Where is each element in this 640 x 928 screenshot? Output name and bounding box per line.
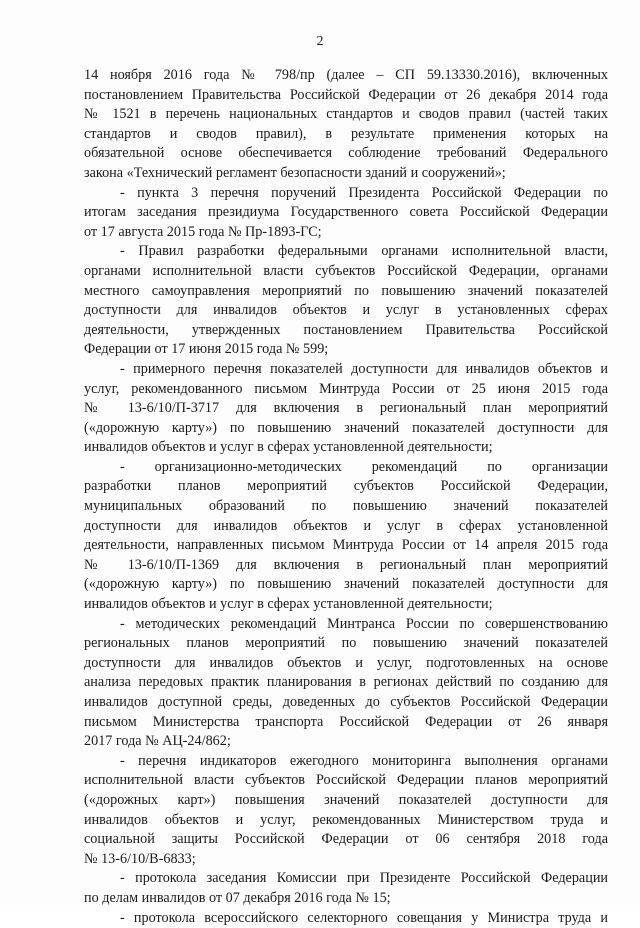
text-line: - методических рекомендаций Минтранса России по совершенствованию	[120, 615, 608, 632]
text-line: по делам инвалидов от 07 декабря 2016 года № 15;	[84, 889, 391, 906]
text-line: - перечня индикаторов ежегодного мониторинга выполнения органами	[120, 752, 608, 769]
text-line: местного самоуправления мероприятий по повышению значений показателей	[84, 282, 608, 299]
text-line: разработки планов мероприятий субъектов Российской Федерации,	[84, 478, 608, 495]
text-line: («дорожных карт») повышения значений показателей доступности для	[84, 791, 608, 808]
text-line: доступности для инвалидов объектов и услуг в сферах установленной	[84, 517, 608, 534]
text-line: - протокола всероссийского селекторного совещания у Министра труда и	[120, 909, 608, 926]
text-line: № 1521 в перечень национальных стандартов и сводов правил (частей таких	[84, 106, 608, 123]
text-line: итогам заседания президиума Государственного совета Российской Федерации	[84, 204, 608, 221]
text-line: № 13-6/10/П-1369 для включения в региональный план мероприятий	[84, 556, 608, 573]
text-line: № 13-6/10/П-3717 для включения в региональный план мероприятий	[84, 400, 608, 417]
text-line: инвалидов объектов и услуг в сферах установленной деятельности;	[84, 439, 493, 456]
text-line: - Правил разработки федеральными органами исполнительной власти,	[120, 243, 608, 260]
text-line: обязательной основе обеспечивается соблюдение требований Федерального	[84, 145, 608, 162]
document-body	[84, 66, 608, 928]
text-line: 14 ноября 2016 года № 798/пр (далее – СП 59.13330.2016), включенных	[84, 67, 608, 83]
text-line: 2017 года № АЦ-24/862;	[84, 733, 231, 750]
text-line: социальной защиты Российской Федерации от 06 сентября 2018 года	[84, 831, 608, 848]
text-line: исполнительной власти субъектов Российской Федерации планов мероприятий	[84, 772, 608, 789]
text-line: региональных планов мероприятий по повышению значений показателей	[84, 635, 608, 652]
text-line: - протокола заседания Комиссии при Президенте Российской Федерации	[120, 870, 608, 887]
text-line: («дорожную карту») по повышению значений показателей доступности для	[84, 576, 608, 593]
text-line: деятельности, утвержденных постановлением Правительства Российской	[84, 321, 608, 338]
text-line: доступности для инвалидов объектов и услуг, подготовленных на основе	[84, 654, 608, 671]
text-line: закона «Технический регламент безопасности зданий и сооружений»;	[84, 164, 506, 181]
text-line: («дорожную карту») по повышению значений показателей доступности для	[84, 419, 608, 436]
text-line: письмом Министерства транспорта Российской Федерации от 26 января	[84, 713, 608, 730]
text-line: - примерного перечня показателей доступности для инвалидов объектов и	[120, 360, 608, 377]
text-line: - организационно-методических рекомендаций по организации	[120, 458, 608, 475]
text-line: инвалидов объектов и услуг в сферах установленной деятельности;	[84, 596, 493, 613]
text-line: анализа передовых практик планирования в регионах действий по созданию для	[84, 674, 608, 691]
text-line: Федерации от 17 июня 2015 года № 599;	[84, 341, 329, 358]
text-line: муниципальных образований по повышению значений показателей	[84, 498, 608, 515]
text-line: от 17 августа 2015 года № Пр-1893-ГС;	[84, 223, 322, 240]
text-line: стандартов и сводов правил), в результате применения которых на	[84, 125, 608, 142]
text-line: органами исполнительной власти субъектов Российской Федерации, органами	[84, 262, 608, 279]
page-number: 2	[316, 34, 324, 49]
text-line: инвалидов объектов и услуг, рекомендованных Министерством труда и	[84, 811, 608, 828]
text-line: услуг, рекомендованного письмом Минтруда России от 25 июня 2015 года	[84, 380, 608, 397]
text-line: № 13-6/10/В-6833;	[84, 850, 196, 867]
text-line: деятельности, направленных письмом Минтруда России от 14 апреля 2015 года	[84, 537, 608, 554]
text-line: постановлением Правительства Российской Федерации от 26 декабря 2014 года	[84, 86, 608, 103]
text-line: инвалидов доступной среды, доведенных до субъектов Российской Федерации	[84, 694, 608, 710]
text-line: доступности для инвалидов объектов и услуг в установленных сферах	[84, 302, 608, 319]
text-line: - пункта 3 перечня поручений Президента Российской Федерации по	[120, 184, 608, 201]
